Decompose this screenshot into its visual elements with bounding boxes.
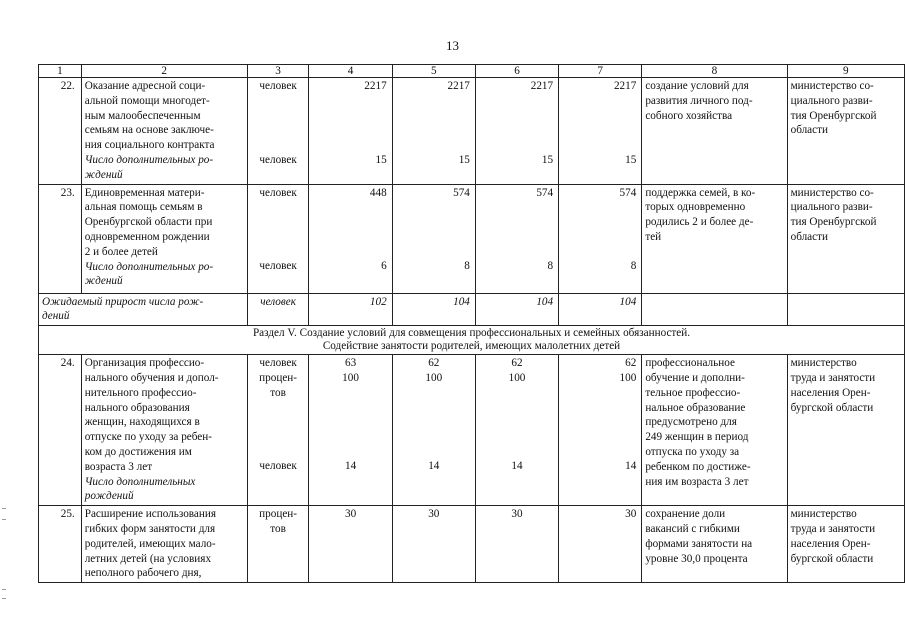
table-row [39,184,905,293]
value: 30 [559,506,642,583]
value-cell [309,184,392,293]
value-cell [475,355,558,506]
value-cell [559,355,642,506]
value: 15 [541,153,554,166]
value: 2217 [447,80,470,92]
value: 8 [464,260,470,273]
unit-label: процен- тов [247,506,309,583]
page-number: 13 [446,38,459,53]
column-header: 4 [309,65,392,78]
measure-title: Расширение использования гибких форм занятости для родителей, имеющих мало- летних детей (на условиях неполного рабочего дня, [81,506,247,583]
measure-name [81,355,247,506]
value: 14 [511,459,523,472]
section-heading-row [39,326,905,355]
measure-subindicator: Число дополнительных ро- ждений [84,153,214,181]
value: 14 [428,459,440,472]
table-row [39,78,905,185]
value: 63 [344,357,357,370]
unit-label: человек [259,153,297,166]
scan-edge-mark [2,598,6,599]
expected-growth-row [39,293,905,326]
value: 62 [511,357,523,370]
unit-label: человек [259,80,297,92]
value-cell [392,78,475,185]
expected-growth-label: Ожидаемый прирост числа рож- дений [39,293,248,326]
value: 104 [392,293,475,326]
measure-title: Организация профессио- нального обучения и допол- нительного профессио- нального образования женщин, находящихся в отпуске по уходу за ребен- ком до достижения им возраста 3 лет [84,357,219,473]
value: 14 [344,459,357,472]
executor: министерство труда и занятости населения Орен- бургской области [787,355,904,506]
value: 448 [369,186,387,199]
value-cell [475,184,558,293]
value: 15 [458,153,470,166]
value-cell [475,78,558,185]
unit-label: человек [259,459,297,472]
value: 30 [475,506,558,583]
unit-label: человек [259,186,297,199]
unit-cell [247,355,309,506]
value: 574 [619,186,637,199]
value-cell [309,78,392,185]
column-header: 2 [81,65,247,78]
value-cell [559,78,642,185]
scan-edge-mark [2,508,6,509]
value: 574 [536,186,554,199]
value-cell [309,355,392,506]
measure-name [81,78,247,185]
program-table [38,64,905,583]
table-row [39,355,905,506]
value: 104 [559,293,642,326]
column-number-row [39,65,905,78]
value: 6 [381,260,387,273]
measure-subindicator: Число дополнительных ро- ждений [84,260,214,288]
value: 574 [453,186,470,199]
measure-title: Оказание адресной соци- альной помощи многодет- ным малообеспеченным семьям на основе заключе- ния социального контракта [84,80,215,152]
column-header: 8 [642,65,787,78]
value: 14 [625,459,637,472]
row-number: 24. [39,355,82,506]
value: 30 [309,506,392,583]
section-heading: Раздел V. Создание условий для совмещения профессиональных и семейных обязанностей. Содействие занятости родителей, имеющих малолетних детей [39,326,905,355]
empty-cell [642,293,787,326]
column-header: 7 [559,65,642,78]
executor: министерство труда и занятости населения Орен- бургской области [787,506,904,583]
unit-cell [247,78,309,185]
value: 104 [475,293,558,326]
executor: министерство со- циального разви- тия Оренбургской области [787,184,904,293]
scan-edge-mark [2,589,6,590]
value: 2217 [364,80,387,92]
value-cell [559,184,642,293]
value-cell [392,355,475,506]
value: 8 [547,260,554,273]
column-header: 3 [247,65,309,78]
value: 2217 [530,80,554,92]
column-header: 1 [39,65,82,78]
column-header: 5 [392,65,475,78]
value: 62 [625,357,637,370]
value: 100 [508,371,526,384]
row-number: 25. [39,506,82,583]
value: 100 [619,371,637,384]
value: 100 [425,371,443,384]
value: 15 [375,153,387,166]
row-number: 22. [39,78,82,185]
table-row [39,506,905,583]
value: 62 [428,357,440,370]
expected-result: поддержка семей, в ко- торых одновременно родились 2 и более де- тей [642,184,787,293]
column-header: 6 [475,65,558,78]
column-header: 9 [787,65,904,78]
value-cell [392,184,475,293]
expected-result: создание условий для развития личного под- собного хозяйства [642,78,787,185]
unit-label: человек процен- тов [259,357,297,399]
unit-cell [247,184,309,293]
row-number: 23. [39,184,82,293]
expected-result: сохранение доли вакансий с гибкими формами занятости на уровне 30,0 процента [642,506,787,583]
value: 30 [392,506,475,583]
measure-title: Единовременная матери- альная помощь семьям в Оренбургской области при одновременном рождении 2 и более детей [84,186,213,258]
value: 8 [630,260,637,273]
measure-name [81,184,247,293]
unit-label: человек [259,260,297,273]
value: 15 [625,153,637,166]
value: 100 [342,371,359,384]
expected-result: профессиональное обучение и дополни- тельное профессио- нальное образование предусмотрено для 249 женщин в период отпуска по уходу за ребенком по достиже- ния им возраста 3 лет [642,355,787,506]
scan-edge-mark [2,519,6,520]
value: 102 [309,293,392,326]
executor: министерство со- циального разви- тия Оренбургской области [787,78,904,185]
measure-subindicator: Число дополнительных рождений [84,475,196,503]
unit-label: человек [247,293,309,326]
value: 2217 [613,80,637,92]
empty-cell [787,293,904,326]
